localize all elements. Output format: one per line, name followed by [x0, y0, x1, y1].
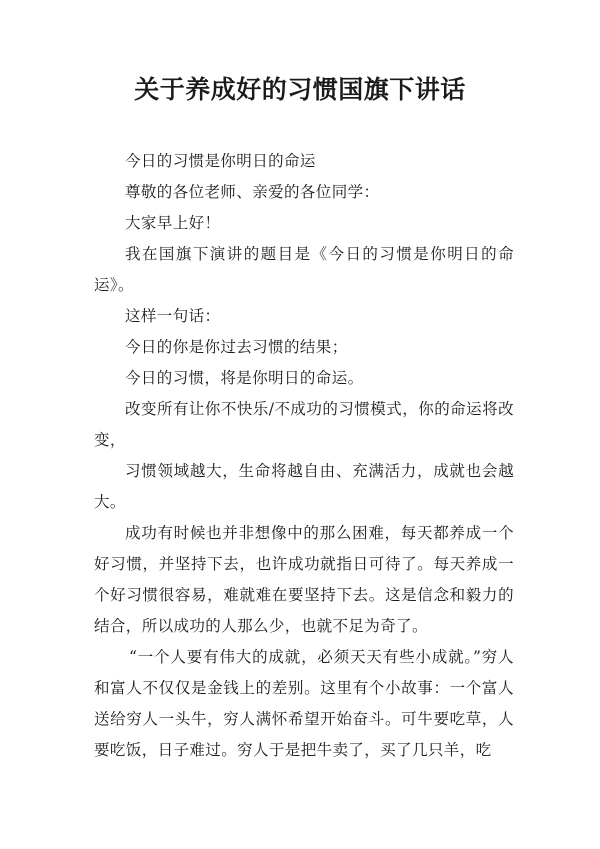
- document-body: [94, 146, 514, 766]
- paragraph-saying-intro: 这样一句话：: [125, 307, 221, 325]
- paragraph-salutation: 尊敬的各位老师、亲爱的各位同学：: [125, 183, 380, 201]
- paragraph-success: 成功有时候也并非想像中的那么困难，每天都养成一个好习惯，并坚持下去，也许成功就指日可待了。每天养成一个好习惯很容易，难就难在要坚持下去。这是信念和毅力的结合，所以成功的人那么少，也就不足为奇了。: [94, 524, 514, 635]
- paragraph-saying-line-2: 今日的习惯，将是你明日的命运。: [125, 369, 364, 387]
- paragraph-saying-line-1: 今日的你是你过去习惯的结果；: [125, 338, 348, 356]
- paragraph-subtitle: 今日的习惯是你明日的命运: [125, 152, 316, 170]
- paragraph-habit-domain: 习惯领域越大，生命将越自由、充满活力，成就也会越大。: [94, 462, 514, 511]
- paragraph-change: 改变所有让你不快乐/不成功的习惯模式，你的命运将改变，: [94, 400, 514, 449]
- document-title: 关于养成好的习惯国旗下讲话: [134, 75, 466, 104]
- paragraph-story: “一个人要有伟大的成就，必须天天有些小成就。”穷人和富人不仅仅是金钱上的差别。这里有个小故事：一个富人送给穷人一头牛，穷人满怀希望开始奋斗。可牛要吃草，人要吃饭，日子难过。穷人于是把牛卖了，买了几只羊，吃: [94, 648, 514, 759]
- paragraph-greeting: 大家早上好！: [125, 214, 221, 232]
- paragraph-topic: 我在国旗下演讲的题目是《今日的习惯是你明日的命运》。: [94, 245, 514, 294]
